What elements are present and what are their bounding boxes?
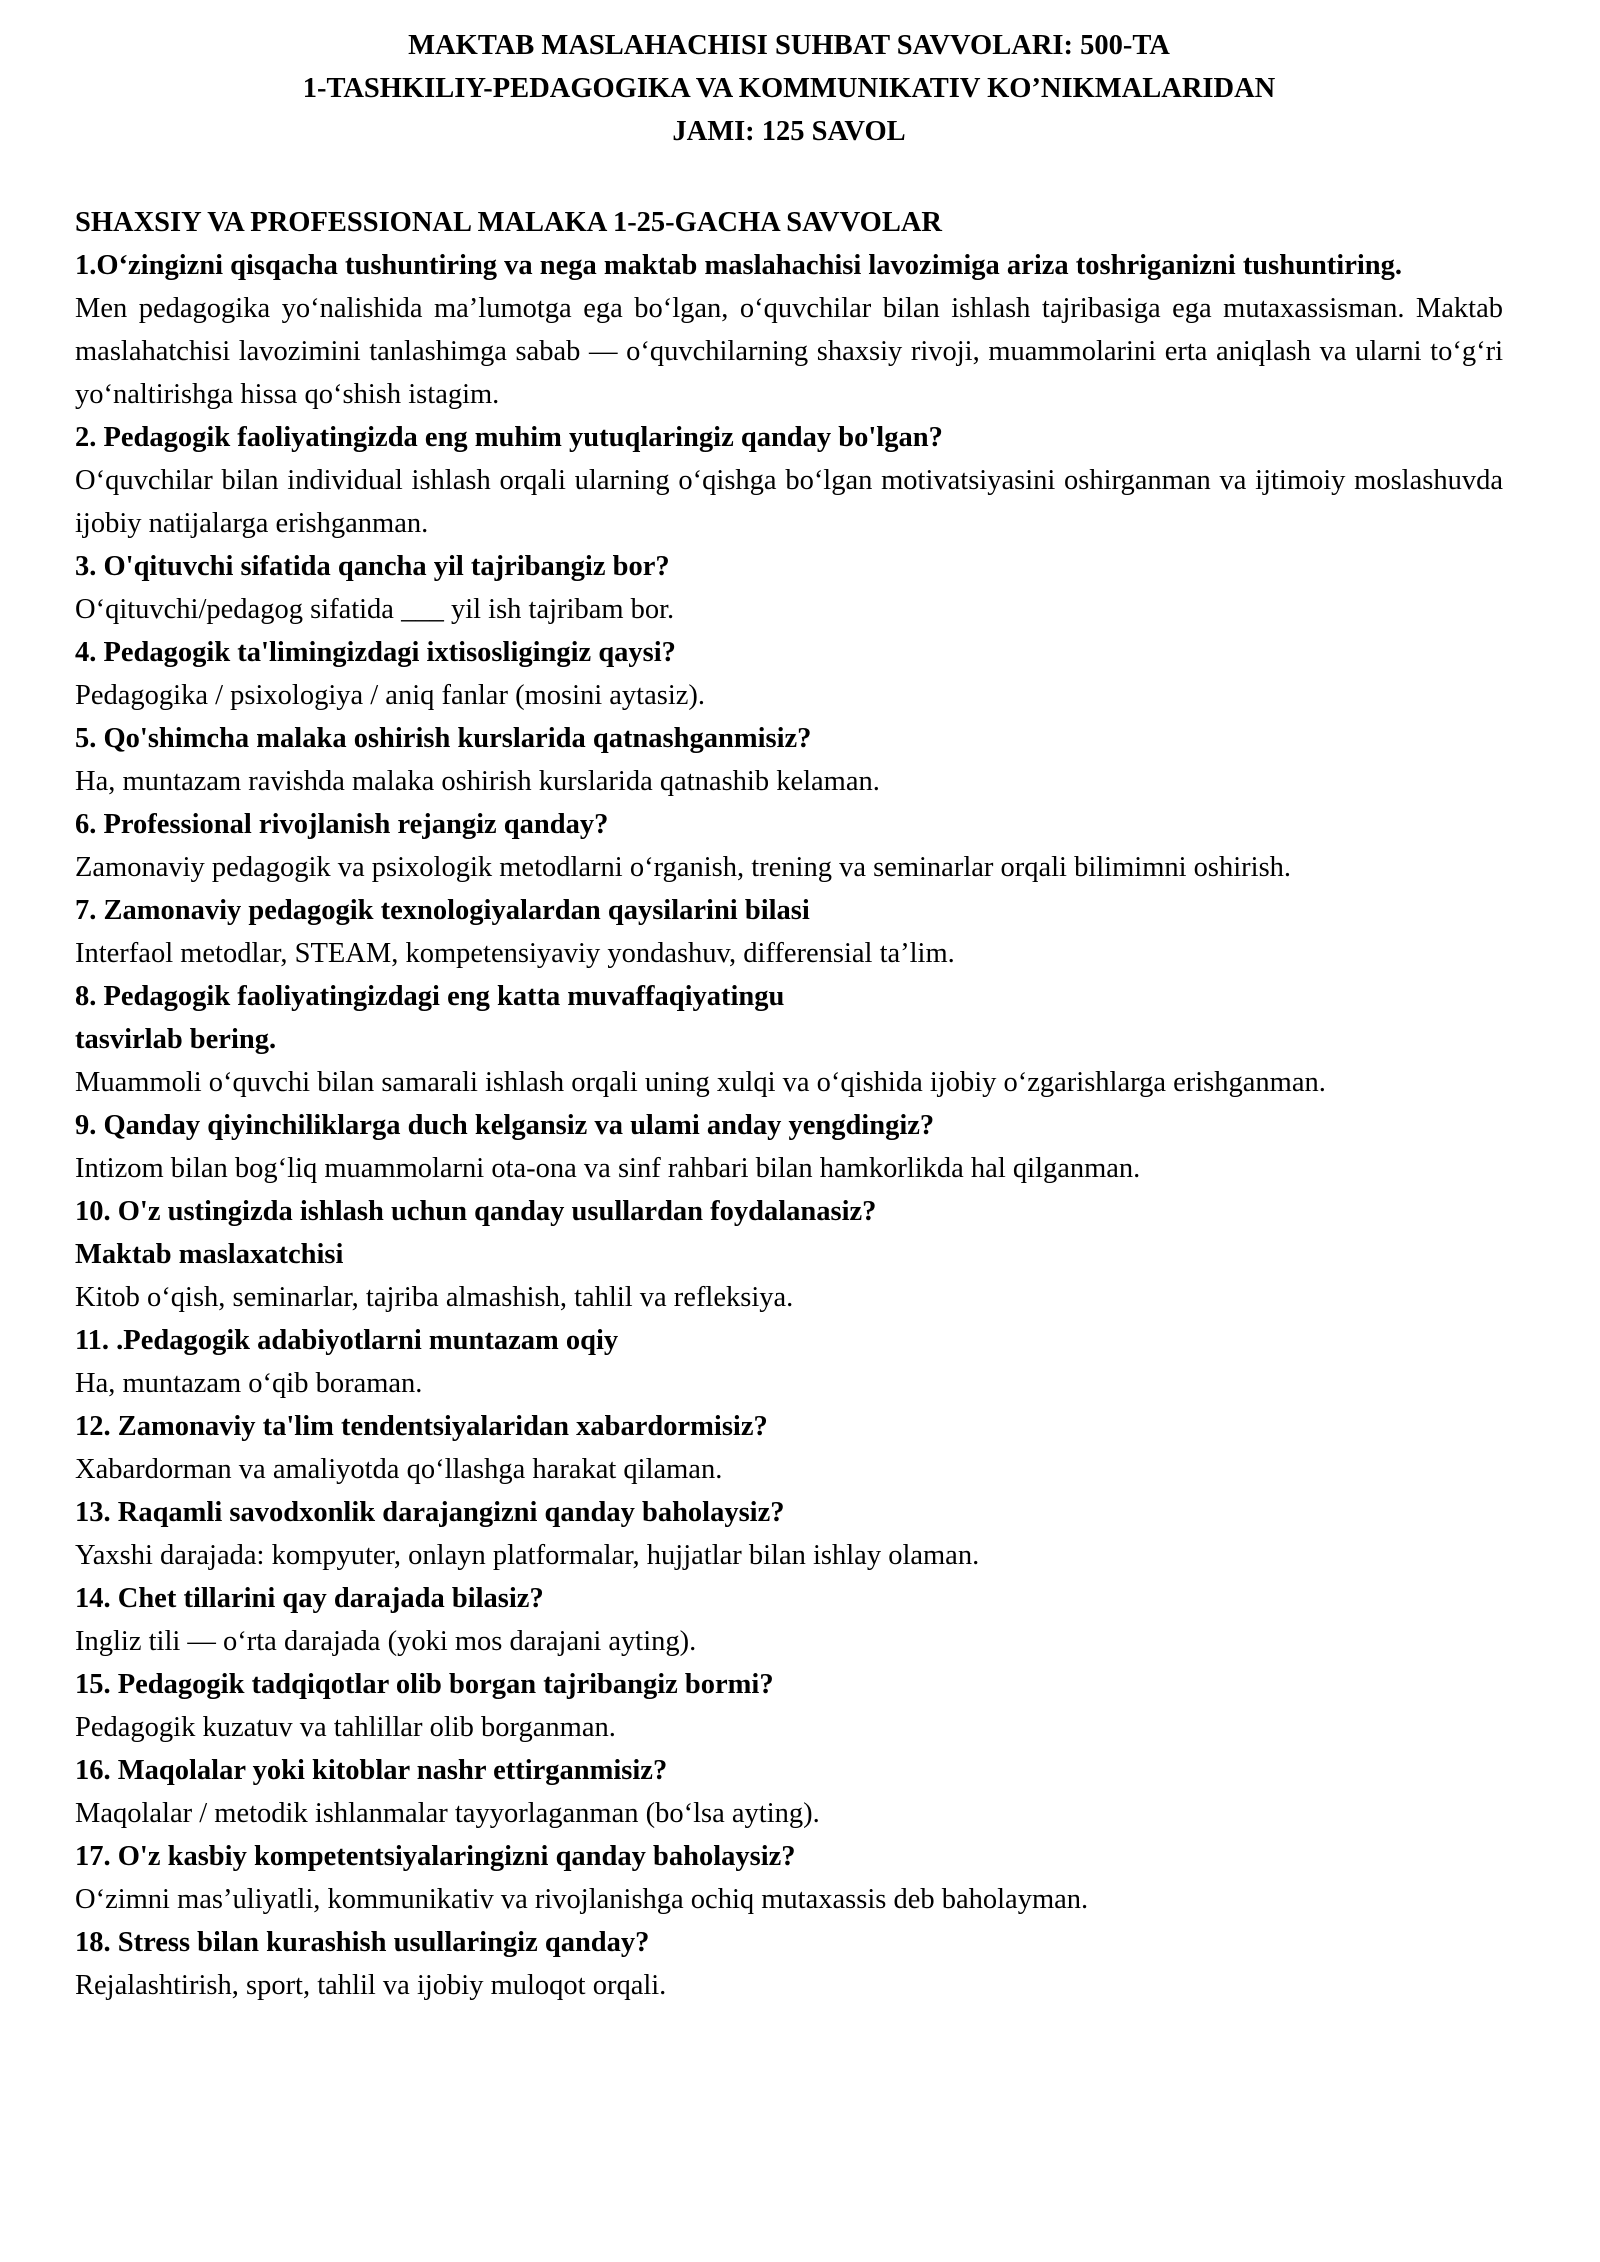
title-line-1: MAKTAB MASLAHACHISI SUHBAT SAVVOLARI: 500-TA <box>408 30 1170 61</box>
question-heading: 2. Pedagogik faoliyatingizda eng muhim yutuqlaringiz qanday bo'lgan? <box>75 422 943 453</box>
answer-paragraph: Yaxshi darajada: kompyuter, onlayn platformalar, hujjatlar bilan ishlay olaman. <box>75 1540 980 1571</box>
answer-paragraph: O‘quvchilar bilan individual ishlash orqali ularning o‘qishga bo‘lgan motivatsiyasini oshirganman va ijtimoiy moslashuvda ijobiy natijalarga erishganman. <box>75 465 1503 539</box>
question-heading: Maktab maslaxatchisi <box>75 1239 344 1270</box>
document-body <box>75 201 1503 2007</box>
answer-paragraph: Men pedagogika yo‘nalishida ma’lumotga ega bo‘lgan, o‘quvchilar bilan ishlash tajribasiga ega mutaxassisman. Maktab maslahatchisi lavozimini tanlashimga sabab — o‘quvchilarning shaxsiy rivoji, muammolarini erta aniqlash va ularni to‘g‘ri yo‘naltirishga hissa qo‘shish istagim. <box>75 293 1503 410</box>
question-heading: 15. Pedagogik tadqiqotlar olib borgan tajribangiz bormi? <box>75 1669 774 1700</box>
question-heading: 1.O‘zingizni qisqacha tushuntiring va nega maktab maslahachisi lavozimiga ariza toshriganizni tushuntiring. <box>75 250 1403 281</box>
answer-paragraph: Kitob o‘qish, seminarlar, tajriba almashish, tahlil va refleksiya. <box>75 1282 794 1313</box>
title-gap <box>75 153 1503 201</box>
answer-paragraph: Intizom bilan bog‘liq muammolarni ota-ona va sinf rahbari bilan hamkorlikda hal qilganman. <box>75 1153 1141 1184</box>
document-title <box>75 24 1503 153</box>
question-heading: 4. Pedagogik ta'limingizdagi ixtisosligingiz qaysi? <box>75 637 676 668</box>
answer-paragraph: Ha, muntazam ravishda malaka oshirish kurslarida qatnashib kelaman. <box>75 766 880 797</box>
answer-paragraph: O‘zimni mas’uliyatli, kommunikativ va rivojlanishga ochiq mutaxassis deb baholayman. <box>75 1884 1089 1915</box>
question-heading: 9. Qanday qiyinchiliklarga duch kelgansiz va ulami anday yengdingiz? <box>75 1110 935 1141</box>
question-heading: 6. Professional rivojlanish rejangiz qanday? <box>75 809 609 840</box>
question-heading: 18. Stress bilan kurashish usullaringiz qanday? <box>75 1927 650 1958</box>
question-heading: tasvirlab bering. <box>75 1024 277 1055</box>
question-heading: 11. .Pedagogik adabiyotlarni muntazam oqiy <box>75 1325 619 1356</box>
answer-paragraph: Maqolalar / metodik ishlanmalar tayyorlaganman (bo‘lsa ayting). <box>75 1798 820 1829</box>
answer-paragraph: Muammoli o‘quvchi bilan samarali ishlash orqali uning xulqi va o‘qishida ijobiy o‘zgarishlarga erishganman. <box>75 1067 1326 1098</box>
answer-paragraph: O‘qituvchi/pedagog sifatida ___ yil ish tajribam bor. <box>75 594 675 625</box>
title-line-3: JAMI: 125 SAVOL <box>672 116 906 147</box>
question-heading: 13. Raqamli savodxonlik darajangizni qanday baholaysiz? <box>75 1497 785 1528</box>
question-heading: 7. Zamonaviy pedagogik texnologiyalardan qaysilarini bilasi <box>75 895 810 926</box>
answer-paragraph: Ingliz tili — o‘rta darajada (yoki mos darajani ayting). <box>75 1626 697 1657</box>
answer-paragraph: Rejalashtirish, sport, tahlil va ijobiy muloqot orqali. <box>75 1970 667 2001</box>
question-heading: 10. O'z ustingizda ishlash uchun qanday usullardan foydalanasiz? <box>75 1196 877 1227</box>
answer-paragraph: Zamonaviy pedagogik va psixologik metodlarni o‘rganish, trening va seminarlar orqali bilimimni oshirish. <box>75 852 1292 883</box>
answer-paragraph: Pedagogik kuzatuv va tahlillar olib borganman. <box>75 1712 616 1743</box>
section-heading: SHAXSIY VA PROFESSIONAL MALAKA 1-25-GACHA SAVVOLAR <box>75 207 942 238</box>
question-heading: 5. Qo'shimcha malaka oshirish kurslarida qatnashganmisiz? <box>75 723 812 754</box>
question-heading: 14. Chet tillarini qay darajada bilasiz? <box>75 1583 544 1614</box>
answer-paragraph: Xabardorman va amaliyotda qo‘llashga harakat qilaman. <box>75 1454 723 1485</box>
question-heading: 3. O'qituvchi sifatida qancha yil tajribangiz bor? <box>75 551 670 582</box>
question-heading: 12. Zamonaviy ta'lim tendentsiyalaridan xabardormisiz? <box>75 1411 768 1442</box>
answer-paragraph: Ha, muntazam o‘qib boraman. <box>75 1368 423 1399</box>
question-heading: 8. Pedagogik faoliyatingizdagi eng katta muvaffaqiyatingu <box>75 981 785 1012</box>
answer-paragraph: Pedagogika / psixologiya / aniq fanlar (mosini aytasiz). <box>75 680 706 711</box>
question-heading: 16. Maqolalar yoki kitoblar nashr ettirganmisiz? <box>75 1755 668 1786</box>
answer-paragraph: Interfaol metodlar, STEAM, kompetensiyaviy yondashuv, differensial ta’lim. <box>75 938 955 969</box>
title-line-2: 1-TASHKILIY-PEDAGOGIKA VA KOMMUNIKATIV KO’NIKMALARIDAN <box>302 73 1276 104</box>
question-heading: 17. O'z kasbiy kompetentsiyalaringizni qanday baholaysiz? <box>75 1841 796 1872</box>
